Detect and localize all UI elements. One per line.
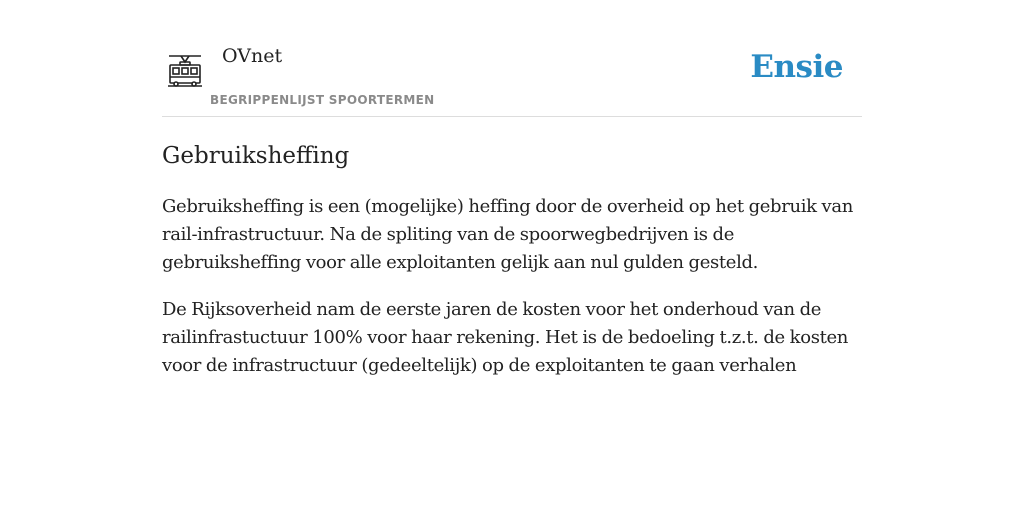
ensie-logo-link[interactable]: Ensie	[750, 49, 843, 85]
tram-icon	[167, 53, 203, 89]
page	[162, 0, 862, 380]
article-paragraph: Gebruiksheffing is een (mogelijke) heffing door de overheid op het gebruik van rail-infrastructuur. Na de spliting van de spoorwegbedrijven is de gebruiksheffing voor alle exploitanten gelijk aan nul gulden gesteld.	[162, 196, 853, 273]
header	[162, 0, 862, 117]
article-paragraph: De Rijksoverheid nam de eerste jaren de kosten voor het onderhoud van de railinfrastuctuur 100% voor haar rekening. Het is de bedoeling t.z.t. de kosten voor de infrastructuur (gedeeltelijk) op de exploitanten te gaan verhalen	[162, 299, 849, 376]
glossary-subtitle: BEGRIPPENLIJST SPOORTERMEN	[210, 93, 435, 107]
site-name-link[interactable]: OVnet	[222, 45, 283, 67]
article-title: Gebruiksheffing	[162, 143, 350, 169]
